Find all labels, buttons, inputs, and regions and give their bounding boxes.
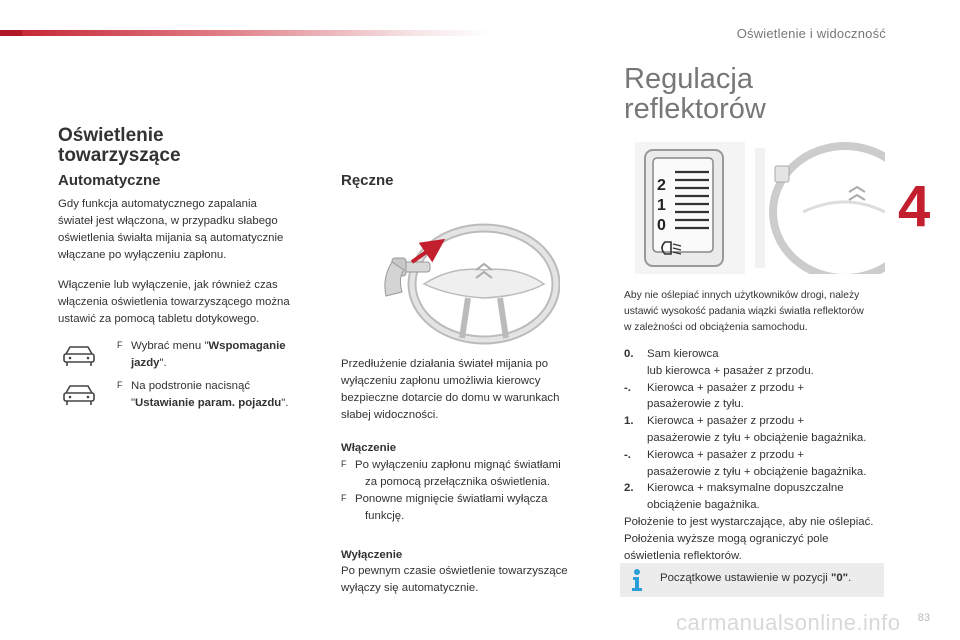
position-text: Kierowca + pasażer z przodu +: [647, 415, 805, 428]
text-line: włączane po wyłączeniu zapłonu.: [58, 249, 227, 261]
switch-off-heading: Wyłączenie: [341, 549, 403, 561]
bullet-text: ": [131, 397, 136, 409]
title-line-1: Oświetlenie: [58, 125, 164, 146]
bullet-menu-step: [117, 337, 317, 372]
text-line: Po pewnym czasie oświetlenie towarzyszące: [341, 565, 568, 577]
headlamp-title: [624, 64, 766, 124]
bullet-submenu-step: [117, 377, 327, 412]
text-line: Położenie to jest wystarczające, aby nie oślepiać.: [624, 515, 874, 528]
header-accent-bar: [0, 30, 490, 36]
page-number: 83: [917, 612, 930, 624]
bullet-text: ".: [159, 357, 167, 369]
bullet-icon: F: [341, 493, 347, 503]
bullet-bold: jazdy: [131, 357, 160, 369]
text-line: bezpieczne dotarcie do domu w warunkach: [341, 392, 560, 404]
page-title: [58, 126, 181, 166]
switch-off-text: [341, 563, 601, 597]
position-key: -.: [624, 381, 631, 394]
position-key: -.: [624, 448, 631, 461]
position-text: Sam kierowca: [647, 348, 719, 360]
bullet-icon: F: [117, 340, 123, 350]
bullet-icon: F: [117, 380, 123, 390]
bullet-text: Ponowne mignięcie światłami wyłącza: [355, 493, 548, 505]
section-title: Oświetlenie i widoczność: [736, 26, 886, 41]
dial-label: 2: [657, 177, 666, 194]
text-line: włączenia oświetlenia towarzyszącego można: [58, 296, 290, 308]
automatic-paragraph-2: [58, 277, 328, 328]
text-line: świateł jest włączona, w przypadku słabego: [58, 215, 278, 227]
list-item: [624, 480, 904, 514]
position-text: pasażerowie z tyłu + obciążenie bagażnika.: [647, 465, 867, 478]
list-item: [624, 447, 904, 481]
text-line: Gdy funkcja automatycznego zapalania: [58, 198, 257, 210]
position-text: pasażerowie z tyłu.: [647, 398, 744, 411]
bullet-bold: Wspomaganie: [208, 340, 286, 352]
position-text: pasażerowie z tyłu + obciążenie bagażnika.: [647, 431, 867, 444]
text-line: wyłączy się automatycznie.: [341, 582, 479, 594]
position-text: lub kierowca + pasażer z przodu.: [647, 364, 814, 377]
automatic-paragraph-1: [58, 196, 328, 264]
text-line: oświetlenia reflektorów.: [624, 549, 742, 562]
text-line: Położenia wyższe mogą ograniczyć pole: [624, 532, 829, 545]
switch-on-bullet-1: [341, 456, 601, 491]
title-line-1: Regulacja: [624, 63, 753, 95]
car-settings-icon: [62, 342, 96, 368]
headlamp-positions-list: [624, 346, 904, 564]
car-settings-icon: [62, 381, 96, 407]
position-text: Kierowca + pasażer z przodu +: [647, 448, 805, 461]
bullet-text: Na podstronie nacisnąć: [131, 380, 251, 392]
info-text: [660, 572, 851, 584]
steering-wheel-illustration: [372, 222, 560, 358]
text-line: w zależności od obciążenia samochodu.: [624, 322, 808, 333]
text-line: ustawić za pomocą tabletu dotykowego.: [58, 313, 260, 325]
text-line: ustawić wysokość padania wiązki światła reflektorów: [624, 306, 864, 317]
dial-label: 0: [657, 217, 666, 234]
position-text: Kierowca + pasażer z przodu +: [647, 381, 805, 394]
text-line: słabej widoczności.: [341, 409, 439, 421]
dial-label: 1: [657, 197, 666, 214]
chapter-number: 4: [898, 174, 931, 239]
title-line-2: towarzyszące: [58, 145, 181, 166]
manual-paragraph: [341, 356, 601, 424]
header-accent-block: [0, 30, 22, 36]
bullet-bold: Ustawianie param. pojazdu: [135, 397, 282, 409]
info-value: "0": [830, 572, 849, 584]
title-line-2: reflektorów: [624, 93, 766, 125]
text-line: oświetlenia świałta mijania są automatycznie: [58, 232, 284, 244]
bullet-text: za pomocą przełącznika oświetlenia.: [365, 476, 550, 488]
manual-heading: Ręczne: [341, 172, 394, 189]
text-line: wyłączeniu zapłonu umożliwia kierowcy: [341, 375, 541, 387]
position-key: 1.: [624, 415, 634, 428]
info-suffix: .: [848, 572, 852, 584]
switch-on-bullet-2: [341, 490, 601, 525]
text-line: Aby nie oślepiać innych użytkowników drogi, należy: [624, 290, 860, 301]
info-note: [620, 563, 884, 597]
bullet-text: Wybrać menu ": [131, 340, 209, 352]
position-key: 0.: [624, 348, 634, 360]
headlamp-intro: [624, 288, 894, 336]
info-icon: [630, 568, 644, 592]
bullet-text: Po wyłączeniu zapłonu mignąć światłami: [355, 459, 561, 471]
list-item: [624, 380, 904, 414]
switch-on-heading: Włączenie: [341, 442, 397, 454]
list-item: [624, 346, 904, 380]
bullet-text: funkcję.: [365, 510, 405, 522]
bullet-icon: F: [341, 459, 347, 469]
list-item: [624, 413, 904, 447]
text-line: Przedłużenie działania świateł mijania po: [341, 358, 549, 370]
bullet-text: ".: [281, 397, 289, 409]
position-text: obciążenie bagażnika.: [647, 499, 760, 512]
automatic-heading: Automatyczne: [58, 172, 161, 189]
position-text: Kierowca + maksymalne dopuszczalne: [647, 482, 844, 495]
headlamp-dial-illustration: [635, 142, 885, 274]
watermark: carmanualsonline.info: [676, 610, 901, 635]
info-label: Początkowe ustawienie w pozycji: [660, 572, 831, 584]
text-line: Włączenie lub wyłączenie, jak również czas: [58, 279, 278, 291]
position-key: 2.: [624, 482, 634, 495]
